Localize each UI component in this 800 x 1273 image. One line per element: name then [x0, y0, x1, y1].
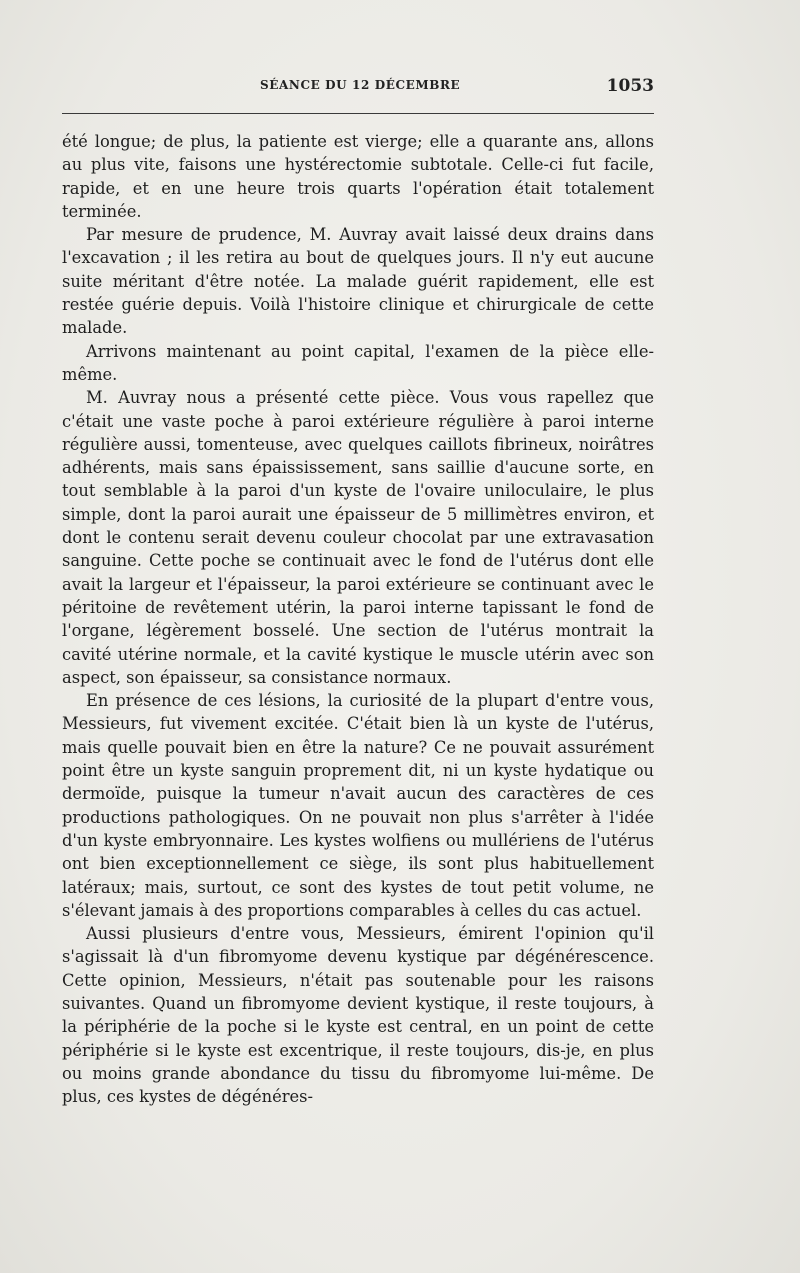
paragraph-1: été longue; de plus, la patiente est vierge; elle a quarante ans, allons au plus vite, faisons une hystérectomie subtotale. Celle-ci fut facile, rapide, et en une heure trois quarts l'opération était totalement terminée. — [62, 132, 654, 221]
paragraph-4: M. Auvray nous a présenté cette pièce. Vous vous rapellez que c'était une vaste poche à paroi extérieure régulière à paroi interne régulière aussi, tomenteuse, avec quelques caillots fibrineux, noirâtres adhérents, mais sans épaississement, sans saillie d'aucune sorte, en tout semblable à la paroi d'un kyste de l'ovaire uniloculaire, le plus simple, dont la paroi aurait une épaisseur de 5 millimètres environ, et dont le contenu serait devenu couleur chocolat par une extravasation sanguine. Cette poche se continuait avec le fond de l'utérus dont elle avait la largeur et l'épaisseur, la paroi extérieure se continuant avec le péritoine de revêtement utérin, la paroi interne tapissant le fond de l'organe, légèrement bosselé. Une section de l'utérus montrait la cavité utérine normale, et la cavité kystique le muscle utérin avec son aspect, son épaisseur, sa consistance normaux. — [62, 388, 654, 687]
running-header — [62, 76, 654, 100]
header-title: SÉANCE DU 12 DÉCEMBRE — [260, 78, 461, 92]
paragraph-5: En présence de ces lésions, la curiosité de la plupart d'entre vous, Messieurs, fut vivement excitée. C'était bien là un kyste de l'utérus, mais quelle pouvait bien en être la nature? Ce ne pouvait assurément point être un kyste sanguin proprement dit, ni un kyste hydatique ou dermoïde, puisque la tumeur n'avait aucun des caractères de ces productions pathologiques. On ne pouvait non plus s'arrêter à l'idée d'un kyste embryonnaire. Les kystes wolfiens ou mullériens de l'utérus ont bien exceptionnellement ce siège, ils sont plus habituellement latéraux; mais, surtout, ce sont des kystes de tout petit volume, ne s'élevant jamais à des proportions comparables à celles du cas actuel. — [62, 691, 654, 920]
header-rule — [62, 113, 654, 114]
paragraph-6: Aussi plusieurs d'entre vous, Messieurs, émirent l'opinion qu'il s'agissait là d'un fibromyome devenu kystique par dégénérescence. Cette opinion, Messieurs, n'était pas soutenable pour les raisons suivantes. Quand un fibromyome devient kystique, il reste toujours, à la périphérie de la poche si le kyste est central, en un point de cette périphérie si le kyste est excentrique, il reste toujours, dis-je, en plus ou moins grande abondance du tissu du fibromyome lui-même. De plus, ces kystes de dégénéres- — [62, 924, 654, 1107]
paragraph-2: Par mesure de prudence, M. Auvray avait laissé deux drains dans l'excavation ; il les retira au bout de quelques jours. Il n'y eut aucune suite méritant d'être notée. La malade guérit rapidement, elle est restée guérie depuis. Voilà l'histoire clinique et chirurgicale de cette malade. — [62, 225, 654, 338]
page-body — [62, 130, 654, 1108]
page-number: 1053 — [606, 76, 654, 96]
paragraph-3: Arrivons maintenant au point capital, l'examen de la pièce elle-même. — [62, 341, 654, 384]
